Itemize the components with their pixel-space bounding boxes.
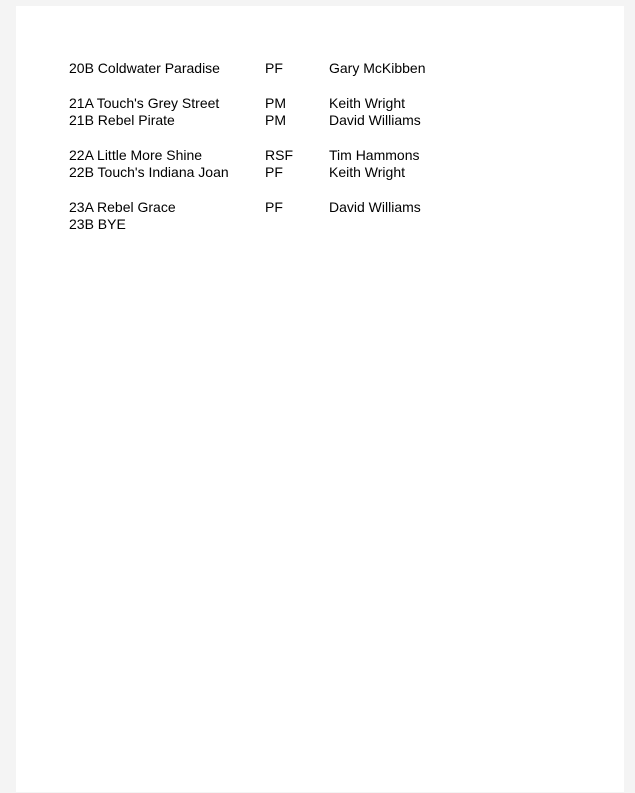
table-row: [69, 164, 589, 182]
entry-label: 23B BYE: [69, 216, 126, 232]
class-code: PF: [265, 198, 283, 215]
handler-name: Tim Hammons: [329, 146, 420, 163]
table-row: [69, 147, 589, 165]
class-code: PM: [265, 94, 286, 111]
entry-label: 23A Rebel Grace: [69, 198, 176, 215]
handler-name: David Williams: [329, 198, 421, 215]
handler-name: Gary McKibben: [329, 60, 426, 76]
table-row: [69, 199, 589, 217]
row-spacer: [69, 78, 589, 95]
entry-label: 22A Little More Shine: [69, 146, 203, 163]
class-code: RSF: [265, 146, 293, 163]
class-code: PF: [265, 60, 283, 76]
class-code: PM: [265, 112, 286, 128]
handler-name: David Williams: [329, 112, 421, 128]
entry-label: 21B Rebel Pirate: [69, 112, 175, 128]
row-spacer: [69, 130, 589, 147]
entry-label: 22B Touch's Indiana Joan: [69, 164, 229, 180]
table-row: [69, 95, 589, 113]
entry-label: 21A Touch's Grey Street: [69, 94, 220, 111]
entry-label: 20B Coldwater Paradise: [69, 60, 220, 76]
row-spacer: [69, 182, 589, 199]
document-page: [16, 6, 624, 792]
table-row: [69, 112, 589, 130]
handler-name: Keith Wright: [329, 164, 405, 180]
entry-list: [69, 60, 589, 234]
handler-name: Keith Wright: [329, 94, 405, 111]
table-row: [69, 60, 589, 78]
class-code: PF: [265, 164, 283, 180]
table-row: [69, 216, 589, 234]
